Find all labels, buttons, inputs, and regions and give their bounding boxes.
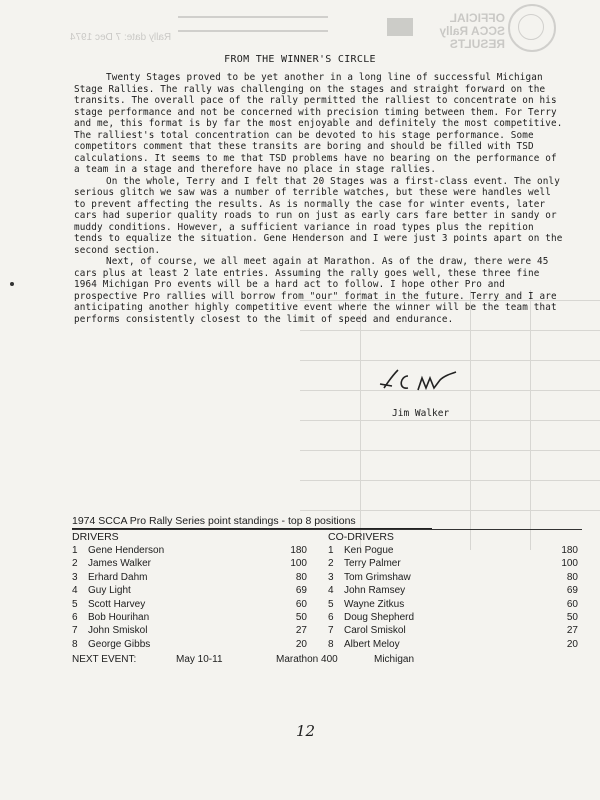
letterhead-text bbox=[415, 12, 505, 51]
letterhead-line-3: RESULTS bbox=[449, 37, 505, 51]
next-event-name: Marathon 400 bbox=[276, 654, 338, 665]
article-body bbox=[74, 72, 564, 325]
list-item: 4 Guy Light 69 bbox=[72, 585, 307, 597]
list-item: 3 Erhard Dahm 80 bbox=[72, 571, 307, 583]
list-item: 5 Wayne Zitkus 60 bbox=[328, 598, 578, 610]
list-item: 7 John Smiskol 27 bbox=[72, 625, 307, 637]
handwritten-signature bbox=[378, 362, 468, 400]
article-title: FROM THE WINNER'S CIRCLE bbox=[224, 54, 376, 65]
letterhead-banner bbox=[178, 16, 328, 32]
list-item: 5 Scott Harvey 60 bbox=[72, 598, 307, 610]
list-item: 1 Ken Pogue 180 bbox=[328, 545, 578, 556]
letterhead-line-1: OFFICIAL bbox=[449, 11, 505, 25]
article-paragraph-3: Next, of course, we all meet again at Marathon. As of the draw, there were 45 cars plus at least 2 late entries. Assuming the rally goes well, these three fine 1964 Michigan Pro events will be a hard act to follow. I hope other Pro and prospective Pro rallies will borrow from "our" format in the future. Terry and I are anticipating another highly competitive event where the winner will be the team that performs consistently closest to the limit of speed and endurance. bbox=[74, 256, 557, 325]
bleed-through-table bbox=[300, 290, 600, 550]
list-item: 2 Terry Palmer 100 bbox=[328, 558, 578, 570]
next-event-label: NEXT EVENT: bbox=[72, 654, 137, 665]
list-item: 6 Doug Shepherd 50 bbox=[328, 611, 578, 623]
codrivers-list bbox=[328, 545, 582, 652]
article-paragraph-2: On the whole, Terry and I felt that 20 Stages was a first-class event. The only serious glitch we saw was a number of terrible watches, but these were handles well to prevent affecting the results. As is normally the case for winter events, later cars had superior quality roads to run on just as early cars fare better in sandy or muddy conditions. However, a sufficient variance in road types plus the repition tends to equalize the situation. Gene Henderson and I were just 3 points apart on the second section. bbox=[74, 175, 563, 256]
page-number: 12 bbox=[296, 722, 316, 740]
pen-mark bbox=[10, 282, 14, 286]
signer-name: Jim Walker bbox=[392, 408, 450, 419]
drivers-list bbox=[72, 545, 312, 652]
article-paragraph-1: Twenty Stages proved to be yet another in a long line of successful Michigan Stage Rallies. The rally was challenging on the stages and straight forward on the transits. The overall pace of the rally permitted the ralliest to concentrate on his stage performance and not be concerned with precision timing between them. For Terry and me, this format is by far the most enjoyable and definitely the most competitive. The ralliest's total concentration can be devoted to his stage performance. Some competitors comment that these transits are boring and should be filled with TSD calculations. It seems to me that TSD problems have no bearing on the performance of a team in a stage and therefore have no place in stage rallies. bbox=[74, 72, 563, 175]
letterhead-date-scrawl: Rally date: 7 Dec 1974 bbox=[70, 32, 172, 43]
list-item: 3 Tom Grimshaw 80 bbox=[328, 571, 578, 583]
list-item: 6 Bob Hourihan 50 bbox=[72, 611, 307, 623]
list-item: 8 George Gibbs 20 bbox=[72, 638, 307, 650]
next-event-location: Michigan bbox=[374, 654, 415, 665]
letterhead-line-2: SCCA Rally bbox=[439, 24, 505, 38]
list-item: 4 John Ramsey 69 bbox=[328, 585, 578, 597]
list-item: 8 Albert Meloy 20 bbox=[328, 638, 578, 650]
list-item: 1 Gene Henderson 180 bbox=[72, 545, 307, 556]
drivers-label: DRIVERS bbox=[72, 531, 119, 543]
standings-heading: 1974 SCCA Pro Rally Series point standings - top 8 positions bbox=[72, 515, 432, 529]
codrivers-label: CO-DRIVERS bbox=[328, 531, 394, 543]
next-event-dates: May 10-11 bbox=[176, 654, 223, 665]
list-item: 7 Carol Smiskol 27 bbox=[328, 625, 578, 637]
scca-seal-logo bbox=[508, 4, 556, 52]
standings-rule bbox=[72, 529, 582, 530]
list-item: 2 James Walker 100 bbox=[72, 558, 307, 570]
scca-block-logo bbox=[387, 18, 413, 36]
